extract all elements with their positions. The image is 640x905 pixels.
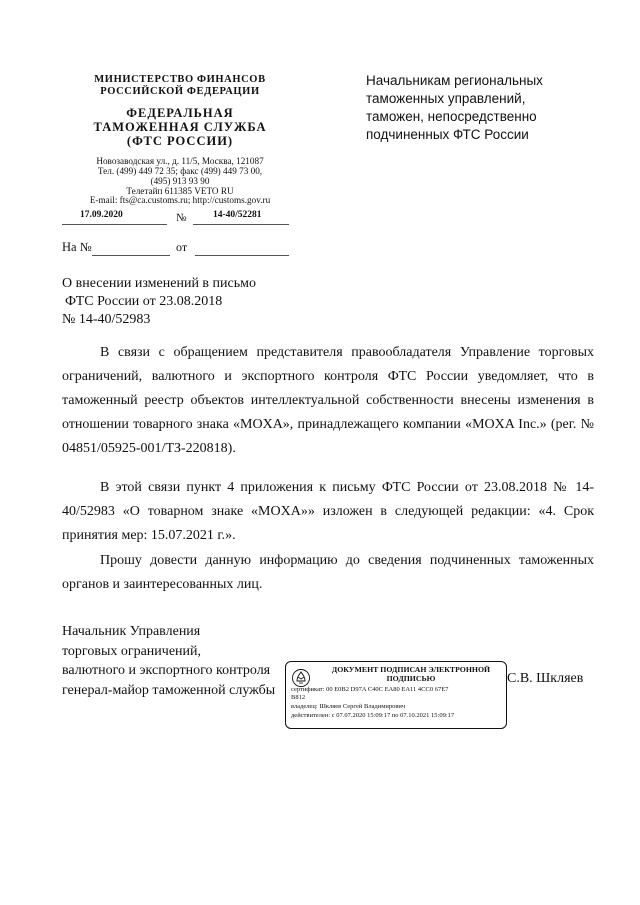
body-paragraph-1: [62, 341, 594, 461]
stamp-certificate: сертификат: 00 E0B2 D97A C40C EA80 EA11 4CC0 67E7: [291, 686, 449, 693]
stamp-title-line-1: ДОКУМЕНТ ПОДПИСАН ЭЛЕКТРОННОЙ: [331, 665, 491, 674]
service-line-2: ТАМОЖЕННАЯ СЛУЖБА: [93, 120, 267, 134]
stamp-title: [320, 665, 502, 683]
subject-block: [62, 275, 256, 329]
electronic-signature-stamp: [285, 661, 507, 729]
teletype: Телетайп 611385 VETO RU: [126, 186, 234, 196]
signer-title-line-4: генерал-майор таможенной службы: [62, 682, 276, 698]
signer-title: [62, 622, 275, 700]
signer-title-line-1: Начальник Управления: [62, 624, 201, 639]
addressee-line-1: Начальникам региональных: [366, 73, 543, 88]
addressee-block: [366, 72, 596, 144]
fax-secondary: (495) 913 93 90: [150, 176, 210, 186]
paragraph-1-text: В связи с обращением представителя правообладателя Управление торговых ограничений, валютного и экспортного контроля ФТС России уведомляет, что в таможенный реестр объектов интеллектуальной собственности внесены изменения в отношении товарного знака «MOXA», принадлежащего компании «MOXA Inc.» (рег. № 04851/05925-001/ТЗ-220818).: [62, 345, 594, 456]
reference-date-rule: [195, 255, 289, 256]
signer-title-line-2: торговых ограничений,: [62, 643, 202, 659]
letterhead-contacts: [60, 156, 300, 196]
addressee-line-3: таможен, непосредственно: [366, 109, 537, 124]
email-web: E-mail: fts@ca.customs.ru; http://customs.gov.ru: [89, 195, 271, 205]
registration-date: 17.09.2020: [80, 210, 123, 220]
signer-name: С.В. Шкляев: [507, 671, 584, 686]
subject-line-1: О внесении изменений в письмо: [62, 276, 256, 291]
number-rule: [193, 224, 289, 225]
address: Новозаводская ул., д. 11/5, Москва, 121087: [96, 156, 264, 166]
subject-line-2: ФТС России от 23.08.2018: [65, 294, 223, 309]
ministry-line-1: МИНИСТЕРСТВО ФИНАНСОВ: [94, 74, 266, 85]
paragraph-3-text: Прошу довести данную информацию до сведения подчиненных таможенных органов и заинтересованных лиц.: [62, 553, 594, 592]
paragraph-2-text: В этой связи пункт 4 приложения к письму ФТС России от 23.08.2018 № 14-40/52983 «О товарном знаке «MOXA»» изложен в следующей редакции: «4. Срок принятия мер: 15.07.2021 г.».: [62, 480, 594, 543]
stamp-title-line-2: ПОДПИСЬЮ: [386, 674, 436, 683]
addressee-line-4: подчиненных ФТС России: [366, 127, 529, 142]
emblem-icon: [291, 668, 311, 688]
reference-date-label: от: [176, 240, 188, 254]
addressee-line-2: таможенных управлений,: [366, 91, 526, 106]
stamp-validity: действителен: с 07.07.2020 15:09:17 по 07.10.2021 15:09:17: [291, 712, 455, 719]
stamp-owner: владелец: Шкляев Сергей Владимирович: [291, 703, 406, 710]
ministry-line-2: РОССИЙСКОЙ ФЕДЕРАЦИИ: [100, 86, 260, 97]
body-paragraph-2: [62, 476, 594, 548]
subject-line-3: № 14-40/52983: [62, 312, 151, 327]
phone-fax: Тел. (499) 449 72 35; факс (499) 449 73 00,: [97, 166, 263, 176]
body-paragraph-3: [62, 549, 594, 597]
service-line-3: (ФТС РОССИИ): [126, 134, 234, 148]
service-name: [60, 106, 300, 148]
registration-number-sign: №: [176, 212, 187, 224]
registration-number: 14-40/52281: [213, 210, 262, 220]
reference-number-label: На №: [62, 240, 92, 254]
stamp-certificate-continued: B812: [291, 694, 306, 701]
signer-title-line-3: валютного и экспортного контроля: [62, 663, 271, 678]
ministry-name: [60, 74, 300, 98]
reference-number-rule: [92, 255, 170, 256]
service-line-1: ФЕДЕРАЛЬНАЯ: [126, 106, 234, 120]
date-rule: [62, 224, 167, 225]
